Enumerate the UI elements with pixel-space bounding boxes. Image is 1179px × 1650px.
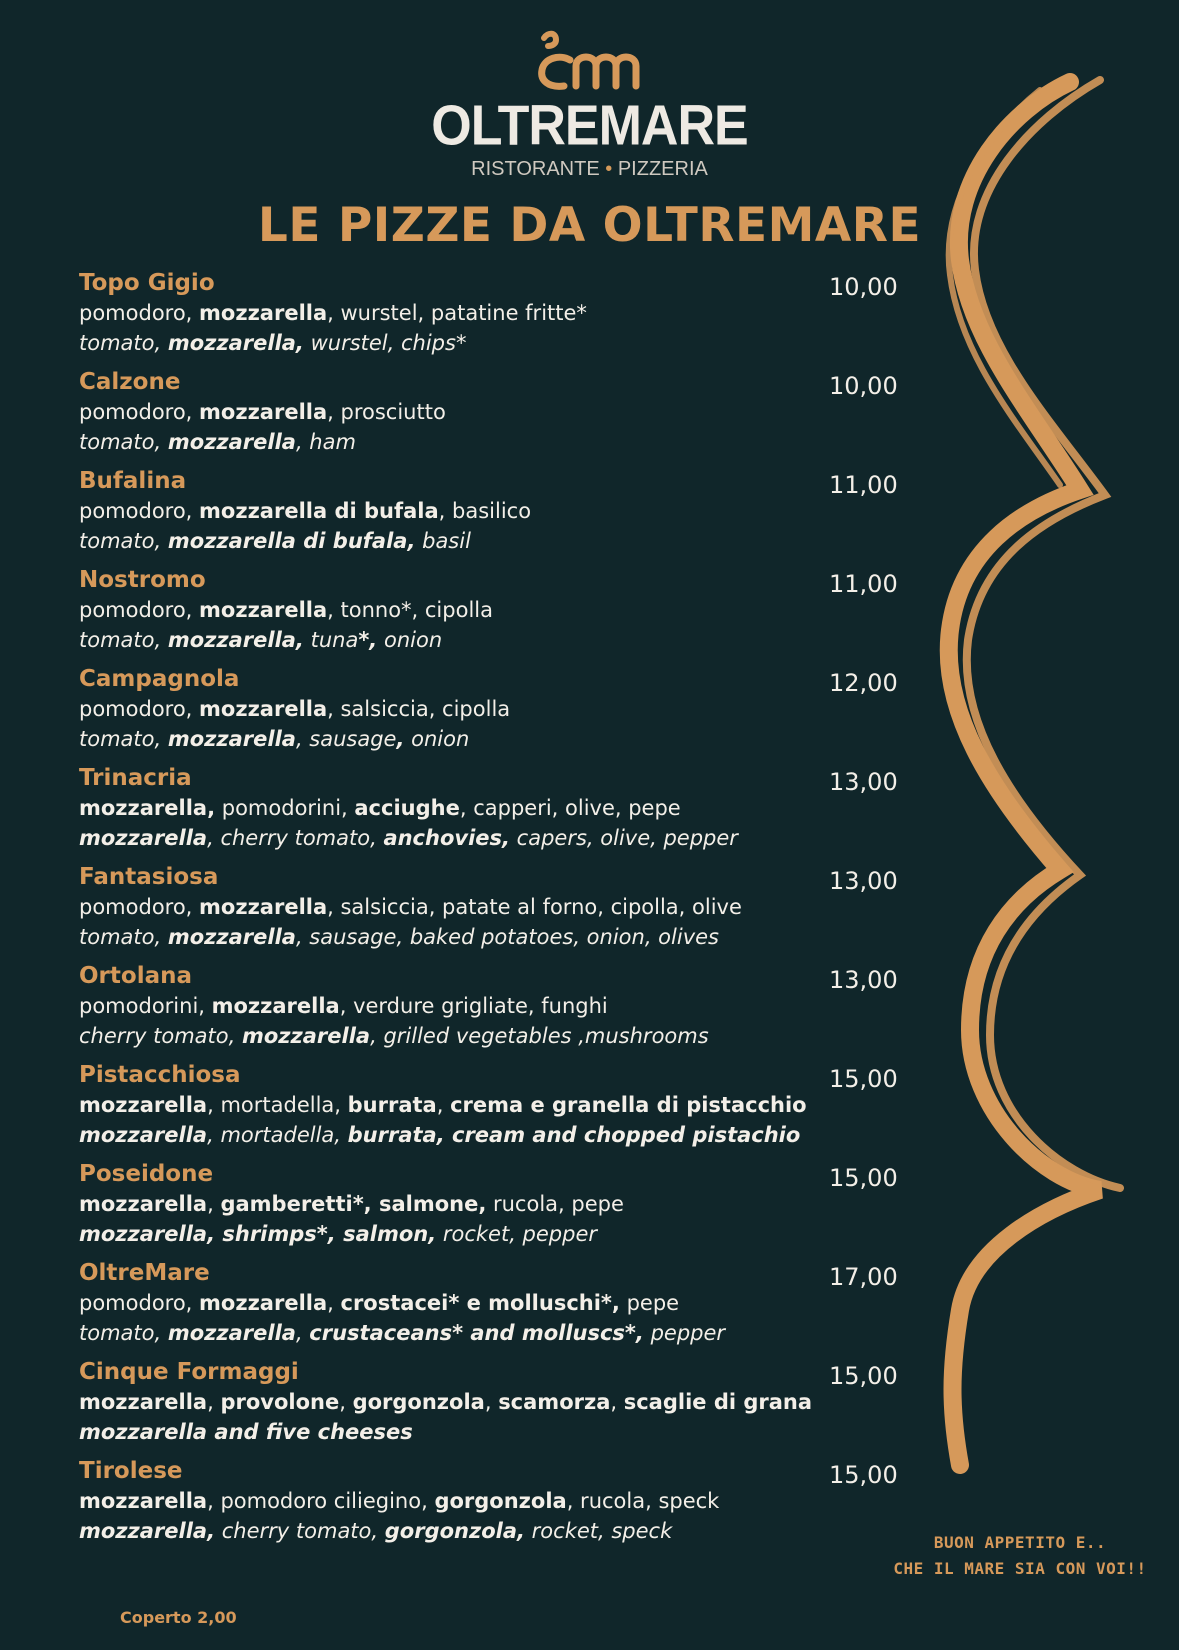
menu-item-name: Cinque Formaggi	[79, 1359, 299, 1385]
menu-item	[79, 961, 909, 1060]
menu-item-price: 15,00	[829, 1164, 898, 1192]
ingredient-text: wurstel, chips*	[303, 331, 467, 355]
menu-item-ingredients-en	[79, 329, 466, 358]
menu-item-ingredients-it	[79, 1487, 719, 1516]
ingredient-text: tuna	[303, 628, 359, 652]
menu-item-ingredients-en	[79, 1220, 597, 1249]
ingredient-text: pomodoro,	[79, 400, 200, 424]
menu-item-name: Pistacchiosa	[79, 1062, 241, 1088]
menu-item-name: Trinacria	[79, 765, 192, 791]
menu-item-price: 13,00	[829, 867, 898, 895]
closing-message-line2: CHE IL MARE SIA CON VOI!!	[893, 1559, 1147, 1578]
ingredient-text: , verdure grigliate, funghi	[339, 994, 608, 1018]
ingredient-text: ,	[339, 1390, 353, 1414]
menu-item	[79, 1159, 909, 1258]
menu-item-ingredients-it	[79, 1091, 807, 1120]
menu-item	[79, 862, 909, 961]
ingredient-text: ,	[207, 1192, 221, 1216]
menu-item	[79, 1456, 909, 1555]
menu-item	[79, 466, 909, 565]
menu-item	[79, 268, 909, 367]
ingredient-text: mozzarella	[199, 895, 328, 919]
ingredient-text: mozzarella	[79, 1489, 208, 1513]
ingredient-text: ,	[295, 1321, 310, 1345]
brand-tagline: RISTORANTE • PIZZERIA	[471, 158, 708, 180]
ingredient-text: acciughe	[354, 796, 460, 820]
menu-item-name: Campagnola	[79, 666, 240, 692]
ingredient-text: gorgonzola,	[384, 1519, 525, 1543]
menu-item-price: 15,00	[829, 1362, 898, 1390]
menu-item-price: 15,00	[829, 1461, 898, 1489]
menu-item-name: Poseidone	[79, 1161, 214, 1187]
ingredient-text: mozzarella	[211, 994, 340, 1018]
ingredient-text: mozzarella	[167, 727, 296, 751]
ingredient-text: , sausage, baked potatoes, onion, olives	[295, 925, 719, 949]
ingredient-text: mozzarella	[199, 1291, 328, 1315]
menu-item-ingredients-en	[79, 626, 442, 655]
menu-item-ingredients-it	[79, 1190, 624, 1219]
menu-item-ingredients-it	[79, 398, 446, 427]
ingredient-text: , mortadella,	[207, 1123, 348, 1147]
ingredient-text: crostacei* e molluschi*,	[340, 1291, 620, 1315]
ingredient-text: pomodorini,	[215, 796, 355, 820]
ingredient-text: mozzarella	[79, 826, 208, 850]
ingredient-text: mozzarella	[199, 598, 328, 622]
menu-item-name: Topo Gigio	[79, 270, 215, 296]
ingredient-text: mozzarella	[199, 400, 328, 424]
menu-item-price: 15,00	[829, 1065, 898, 1093]
ingredient-text: burrata, cream and chopped pistachio	[347, 1123, 801, 1147]
ingredient-text: tomato,	[79, 925, 168, 949]
ingredient-text: mozzarella	[79, 1123, 208, 1147]
ingredient-text: capers, olive, pepper	[510, 826, 738, 850]
ingredient-text: pomodoro,	[79, 301, 200, 325]
menu-item-ingredients-it	[79, 1289, 679, 1318]
ingredient-text: cherry tomato,	[79, 1024, 242, 1048]
ingredient-text: ,	[396, 727, 405, 751]
menu-item-price: 10,00	[829, 372, 898, 400]
menu-item	[79, 1060, 909, 1159]
om-monogram-logo	[530, 30, 650, 94]
ingredient-text: pomodoro,	[79, 598, 200, 622]
ingredient-text: anchovies,	[383, 826, 510, 850]
page-title: LE PIZZE DA OLTREMARE	[257, 198, 922, 253]
ingredient-text: mozzarella	[199, 301, 328, 325]
ingredient-text: , basilico	[438, 499, 532, 523]
menu-item-ingredients-en	[79, 1121, 800, 1150]
ingredient-text: mozzarella, shrimps*, salmon,	[79, 1222, 437, 1246]
ingredient-text: mozzarella	[79, 1093, 208, 1117]
ingredient-text: , mortadella,	[207, 1093, 348, 1117]
ingredient-text: tomato,	[79, 430, 168, 454]
ingredient-text: crema e granella di pistacchio	[450, 1093, 807, 1117]
ingredient-text: pomodoro,	[79, 895, 200, 919]
ingredient-text: , tonno*, cipolla	[327, 598, 493, 622]
ingredient-text: scamorza	[498, 1390, 611, 1414]
ingredient-text: tomato,	[79, 331, 168, 355]
ingredient-text: pomodoro,	[79, 1291, 200, 1315]
ingredient-text: gorgonzola	[434, 1489, 567, 1513]
menu-item	[79, 763, 909, 862]
menu-item-ingredients-en	[79, 527, 471, 556]
menu-item-ingredients-en	[79, 1319, 725, 1348]
ingredient-text: ,	[484, 1390, 499, 1414]
ingredient-text: pepe	[619, 1291, 680, 1315]
ingredient-text: scaglie di grana	[623, 1390, 813, 1414]
menu-item-name: Nostromo	[79, 567, 206, 593]
ingredient-text: ,	[610, 1390, 624, 1414]
ingredient-text: mozzarella and five cheeses	[79, 1420, 413, 1444]
menu-item-name: Tirolese	[79, 1458, 183, 1484]
ingredient-text: crustaceans* and molluscs*,	[309, 1321, 644, 1345]
ingredient-text: tomato,	[79, 529, 168, 553]
menu-item-price: 11,00	[829, 471, 898, 499]
menu-item-name: Fantasiosa	[79, 864, 219, 890]
menu-item-ingredients-en	[79, 1517, 672, 1546]
ingredient-text: , capperi, olive, pepe	[459, 796, 681, 820]
menu-item-price: 13,00	[829, 966, 898, 994]
ingredient-text: rocket, speck	[524, 1519, 673, 1543]
ingredient-text: tomato,	[79, 727, 168, 751]
brand-name: OLTREMARE	[431, 94, 748, 158]
ingredient-text: basil	[415, 529, 471, 553]
ingredient-text: , sausage	[295, 727, 397, 751]
ingredient-text: mozzarella	[199, 697, 328, 721]
ingredient-text: mozzarella,	[79, 1519, 216, 1543]
ingredient-text: cherry tomato,	[215, 1519, 385, 1543]
ribbon-swirl-decoration	[920, 70, 1165, 1480]
menu-item-ingredients-it	[79, 596, 493, 625]
menu-item	[79, 565, 909, 664]
ingredient-text: pomodoro,	[79, 499, 200, 523]
ingredient-text: pepper	[643, 1321, 726, 1345]
menu-item-name: Bufalina	[79, 468, 187, 494]
ingredient-text: , pomodoro ciliegino,	[207, 1489, 435, 1513]
ingredient-text: *,	[358, 628, 378, 652]
ingredient-text: mozzarella	[167, 925, 296, 949]
ingredient-text: onion	[404, 727, 470, 751]
menu-item-ingredients-en	[79, 1418, 413, 1447]
menu-item-name: Ortolana	[79, 963, 192, 989]
menu-item-ingredients-en	[79, 725, 469, 754]
ingredient-text: onion	[377, 628, 443, 652]
menu-item-ingredients-en	[79, 824, 738, 853]
menu-item	[79, 1357, 909, 1456]
closing-message	[880, 1530, 1160, 1582]
ingredient-text: pomodorini,	[79, 994, 212, 1018]
menu-item-ingredients-it	[79, 1388, 812, 1417]
menu-item-price: 13,00	[829, 768, 898, 796]
menu-item-ingredients-it	[79, 992, 608, 1021]
ingredient-text: mozzarella,	[79, 796, 216, 820]
ingredient-text: burrata	[347, 1093, 437, 1117]
ingredient-text: tomato,	[79, 1321, 168, 1345]
ingredient-text: ,	[207, 1390, 221, 1414]
ingredient-text: mozzarella	[167, 430, 296, 454]
ingredient-text: , wurstel, patatine fritte*	[327, 301, 587, 325]
cover-charge: Coperto 2,00	[120, 1608, 237, 1627]
ingredient-text: mozzarella,	[167, 628, 304, 652]
menu-item-price: 12,00	[829, 669, 898, 697]
pizza-menu-list	[79, 268, 909, 1555]
ingredient-text: , cherry tomato,	[207, 826, 384, 850]
ingredient-text: mozzarella	[167, 1321, 296, 1345]
menu-item	[79, 664, 909, 763]
menu-item-ingredients-en	[79, 923, 719, 952]
ingredient-text: gamberetti*, salmone,	[220, 1192, 487, 1216]
menu-item-ingredients-it	[79, 893, 742, 922]
closing-message-line1: BUON APPETITO E..	[933, 1533, 1107, 1552]
ingredient-text: , ham	[295, 430, 356, 454]
menu-item-name: OltreMare	[79, 1260, 210, 1286]
menu-item-price: 11,00	[829, 570, 898, 598]
menu-item	[79, 1258, 909, 1357]
ingredient-text: mozzarella di bufala	[199, 499, 439, 523]
menu-item-ingredients-it	[79, 794, 681, 823]
ingredient-text: provolone	[220, 1390, 340, 1414]
ingredient-text: rucola, pepe	[486, 1192, 624, 1216]
ingredient-text: gorgonzola	[352, 1390, 485, 1414]
ingredient-text: mozzarella	[79, 1192, 208, 1216]
ingredient-text: , salsiccia, cipolla	[327, 697, 511, 721]
menu-item-ingredients-en	[79, 1022, 709, 1051]
menu-item-ingredients-en	[79, 428, 356, 457]
ingredient-text: mozzarella,	[167, 331, 304, 355]
ingredient-text: mozzarella di bufala,	[167, 529, 416, 553]
menu-item-ingredients-it	[79, 299, 587, 328]
ingredient-text: , prosciutto	[327, 400, 446, 424]
ingredient-text: pomodoro,	[79, 697, 200, 721]
ingredient-text: mozzarella	[242, 1024, 371, 1048]
ingredient-text: tomato,	[79, 628, 168, 652]
ingredient-text: , grilled vegetables ,mushrooms	[370, 1024, 709, 1048]
ingredient-text: mozzarella	[79, 1390, 208, 1414]
ingredient-text: , rucola, speck	[566, 1489, 720, 1513]
menu-item	[79, 367, 909, 466]
ingredient-text: ,	[327, 1291, 341, 1315]
ingredient-text: rocket, pepper	[436, 1222, 598, 1246]
ingredient-text: ,	[436, 1093, 451, 1117]
menu-item-price: 10,00	[829, 273, 898, 301]
menu-item-price: 17,00	[829, 1263, 898, 1291]
ingredient-text: , salsiccia, patate al forno, cipolla, olive	[327, 895, 742, 919]
menu-item-name: Calzone	[79, 369, 181, 395]
menu-item-ingredients-it	[79, 497, 531, 526]
menu-item-ingredients-it	[79, 695, 510, 724]
